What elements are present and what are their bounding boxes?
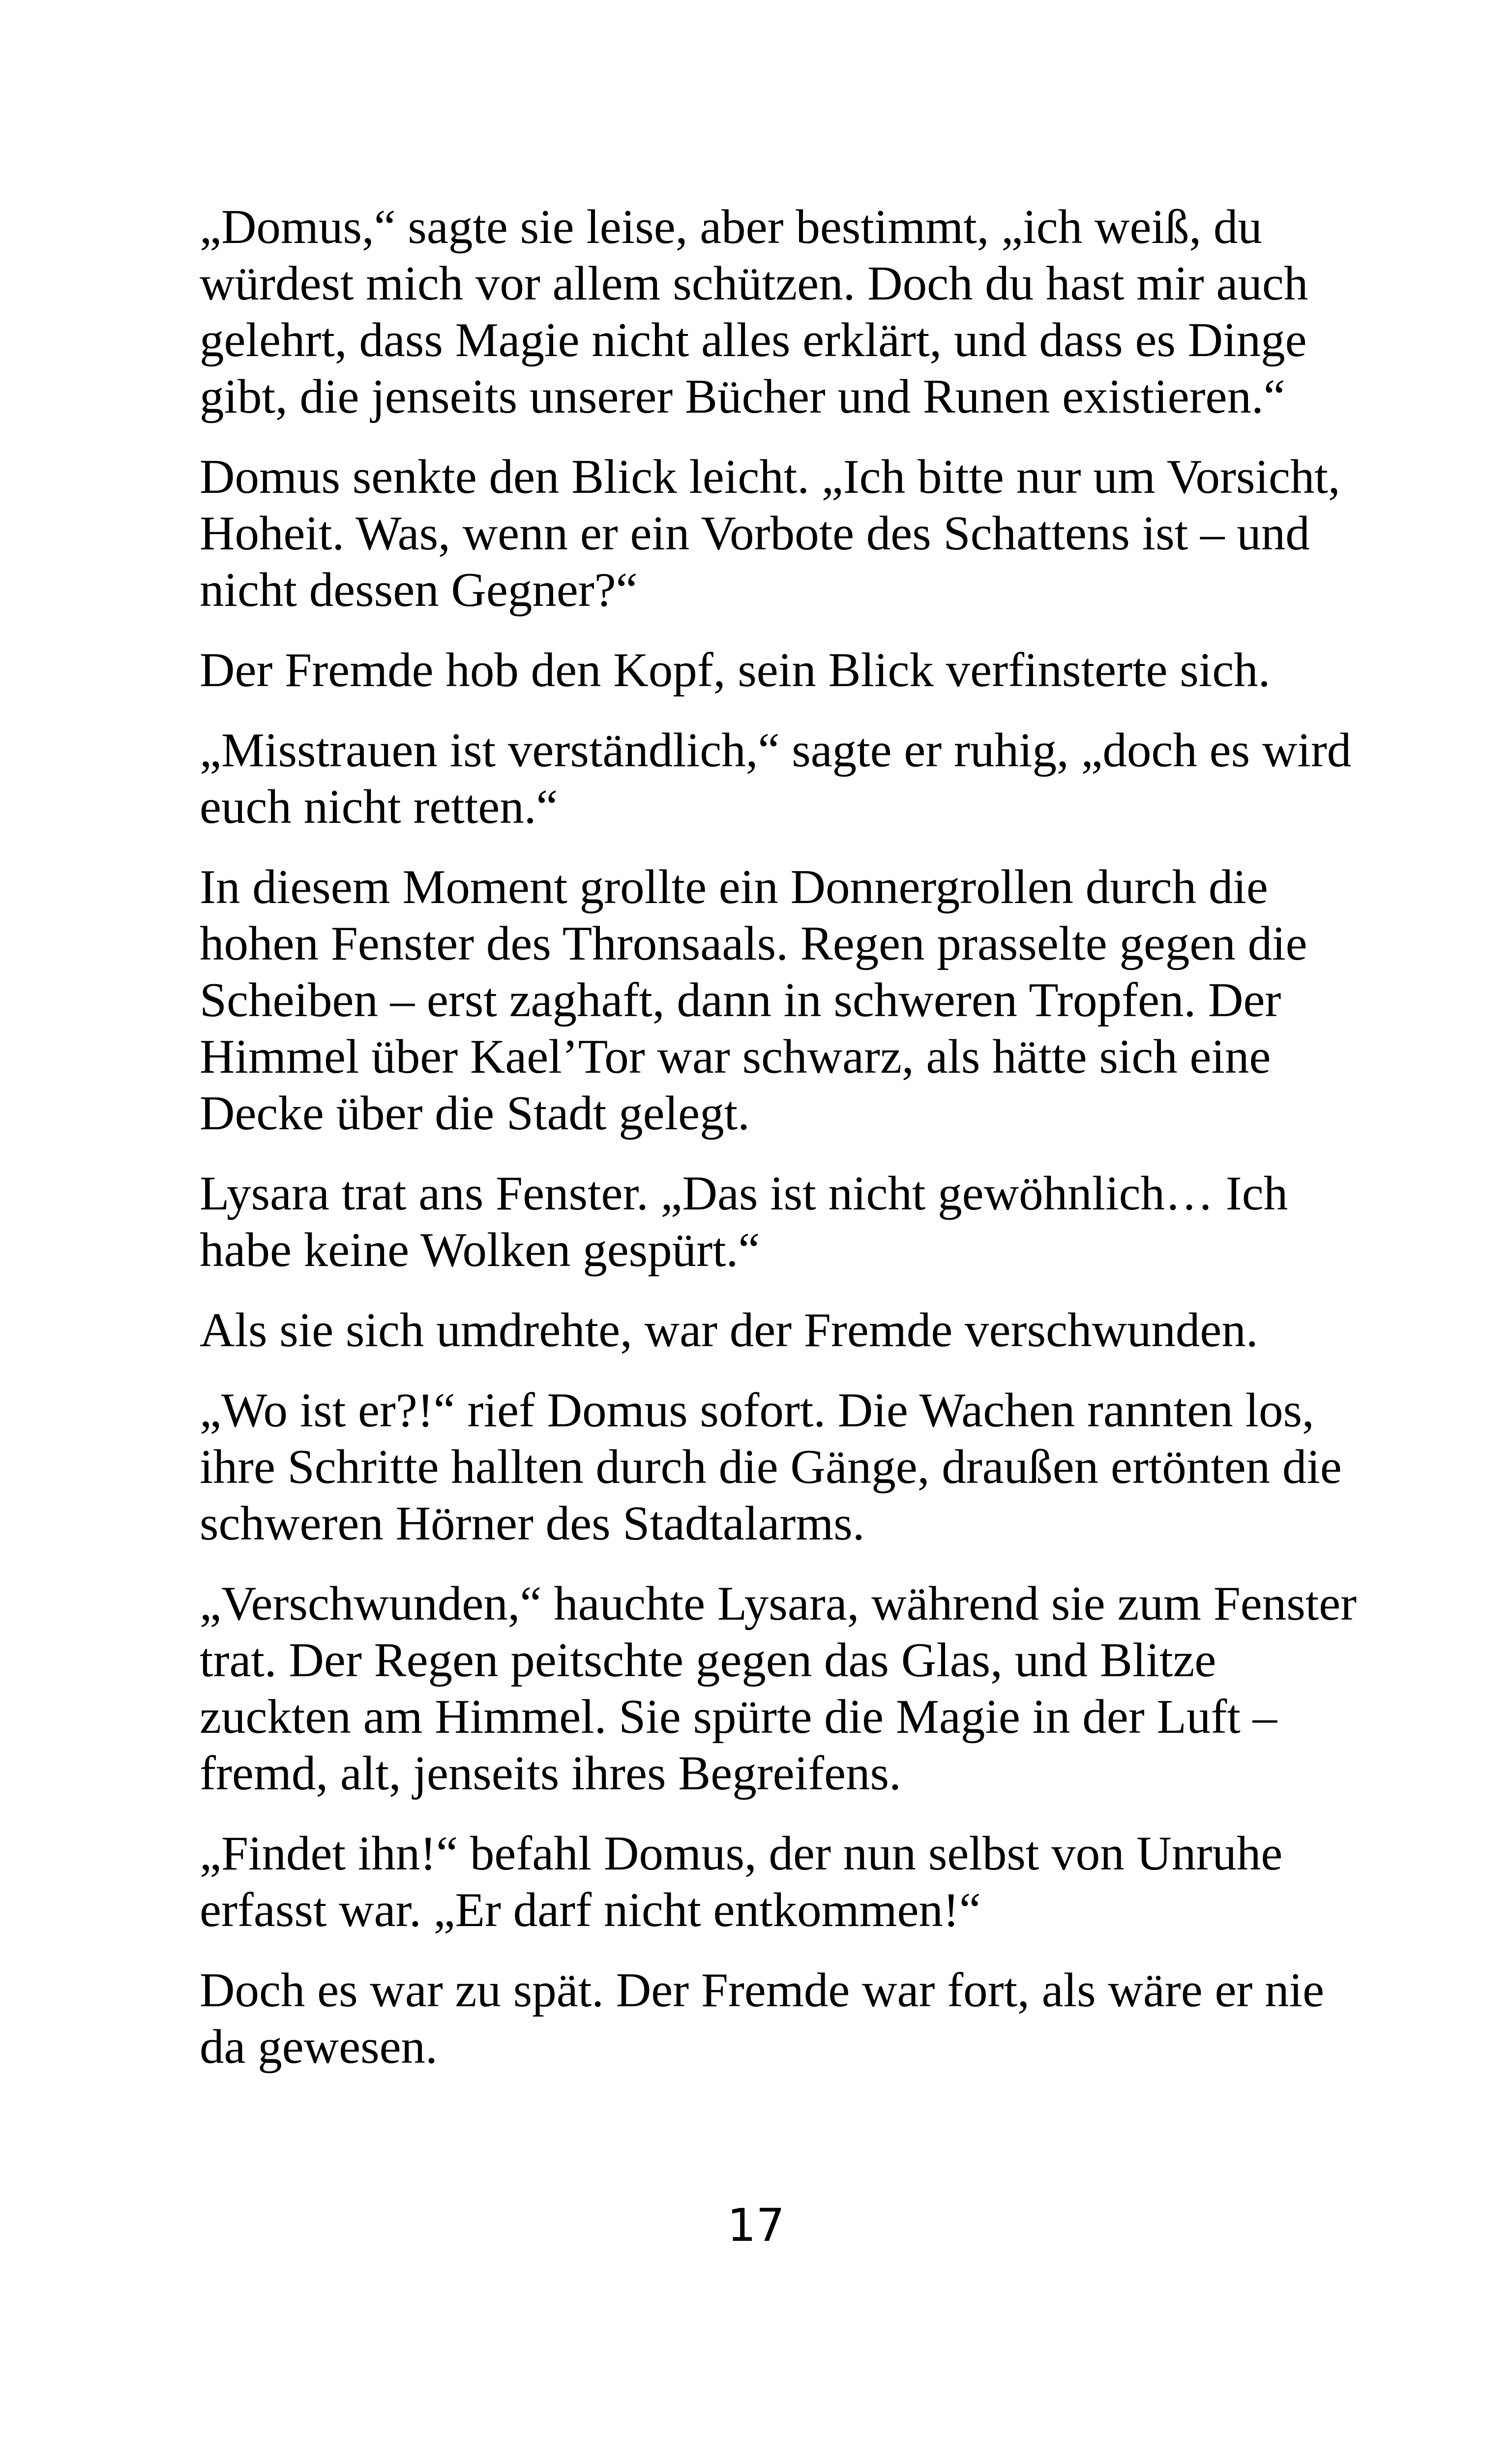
paragraph-3: Der Fremde hob den Kopf, sein Blick verfinsterte sich. (200, 643, 1271, 697)
paragraph-4: „Misstrauen ist verständlich,“ sagte er ruhig, „doch es wird euch nicht retten.“ (200, 724, 1352, 834)
paragraph-11: Doch es war zu spät. Der Fremde war fort, als wäre er nie da gewesen. (200, 1963, 1325, 2074)
page-number: 17 (727, 2199, 785, 2252)
paragraph-6: Lysara trat ans Fenster. „Das ist nicht gewöhnlich… Ich habe keine Wolken gespürt.“ (200, 1167, 1288, 1277)
paragraph-1: „Domus,“ sagte sie leise, aber bestimmt, „ich weiß, du würdest mich vor allem schützen. Doch du hast mir auch gelehrt, dass Magie nicht alles erklärt, und dass es Dinge gibt, die jenseits unserer Bücher und Runen existieren.“ (200, 200, 1308, 423)
page-body-text (200, 199, 1365, 2099)
paragraph-7: Als sie sich umdrehte, war der Fremde verschwunden. (200, 1303, 1258, 1357)
paragraph-8: „Wo ist er?!“ rief Domus sofort. Die Wachen rannten los, ihre Schritte hallten durch die Gänge, draußen ertönten die schweren Hörner des Stadtalarms. (200, 1384, 1342, 1550)
paragraph-9: „Verschwunden,“ hauchte Lysara, während sie zum Fenster trat. Der Regen peitschte gegen das Glas, und Blitze zuckten am Himmel. Sie spürte die Magie in der Luft – fremd, alt, jenseits ihres Begreifens. (200, 1577, 1357, 1800)
paragraph-10: „Findet ihn!“ befahl Domus, der nun selbst von Unruhe erfasst war. „Er darf nicht entkommen!“ (200, 1827, 1283, 1937)
paragraph-2: Domus senkte den Blick leicht. „Ich bitte nur um Vorsicht, Hoheit. Was, wenn er ein Vorbote des Schattens ist – und nicht dessen Gegner?“ (200, 450, 1340, 617)
paragraph-5: In diesem Moment grollte ein Donnergrollen durch die hohen Fenster des Thronsaals. Regen prasselte gegen die Scheiben – erst zaghaft, dann in schweren Tropfen. Der Himmel über Kael’Tor war schwarz, als hätte sich eine Decke über die Stadt gelegt. (200, 860, 1307, 1140)
